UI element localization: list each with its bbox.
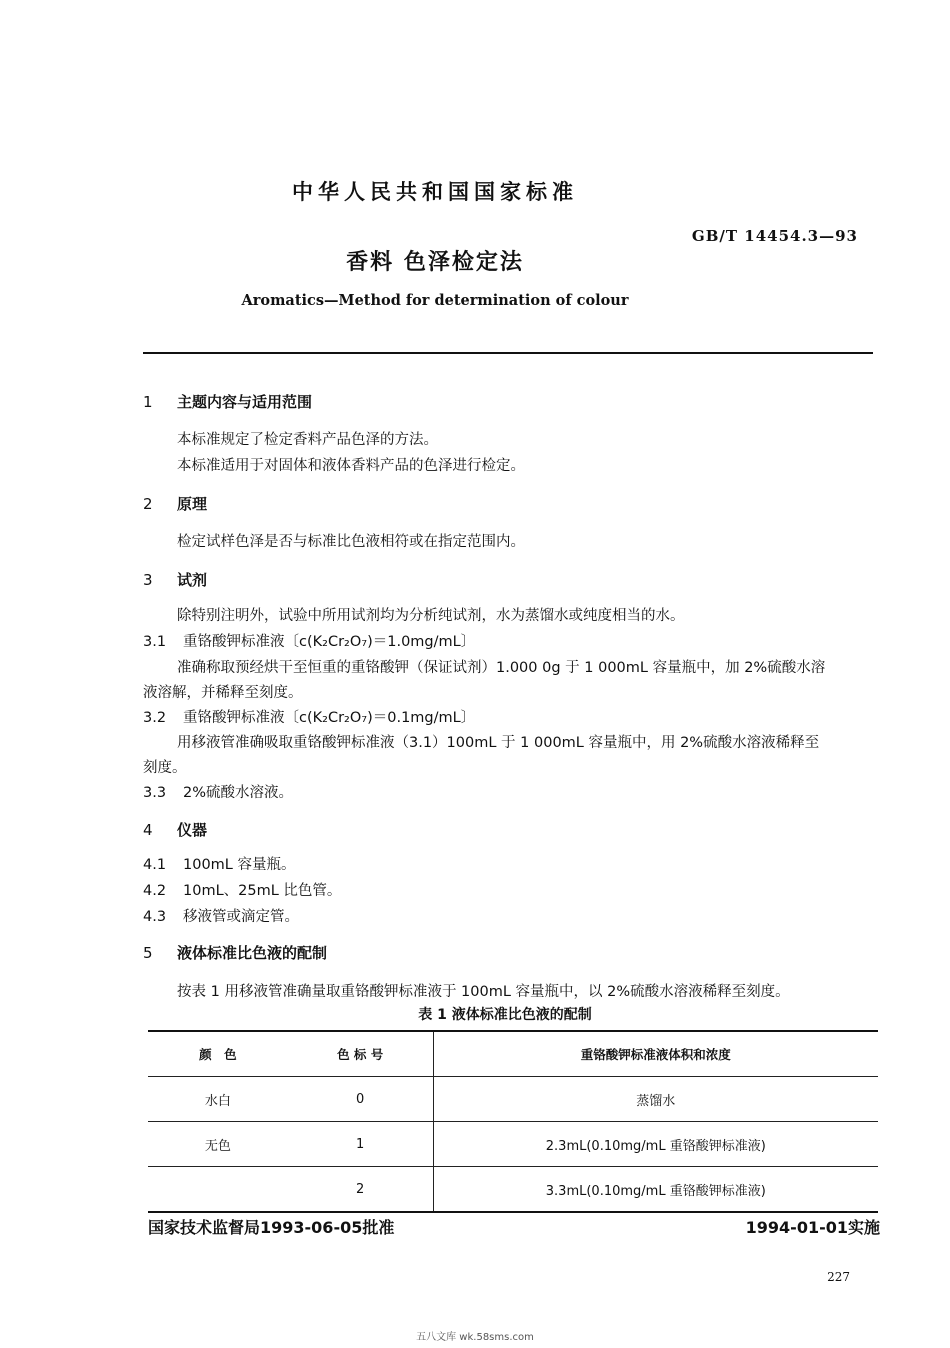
paragraph: 用移液管准确吸取重铬酸钾标准液（3.1）100mL 于 1 000mL 容量瓶中，用 2%硫酸水溶液稀释至 [177, 735, 820, 751]
table-cell: 3.3mL(0.10mg/mL 重铬酸钾标准液) [433, 1167, 878, 1213]
subsection-title: 2%硫酸水溶液。 [183, 785, 294, 801]
section-4-heading [143, 819, 207, 840]
title-divider [143, 352, 873, 354]
subsection-number: 4.2 [143, 883, 167, 899]
section-number: 5 [143, 944, 153, 962]
section-1-heading [143, 391, 312, 412]
subsection-number: 3.3 [143, 785, 167, 801]
column-header: 颜 色 [148, 1031, 288, 1077]
subsection-3-1 [143, 630, 475, 651]
table-cell: 1 [288, 1122, 433, 1167]
table-row [148, 1122, 878, 1167]
table-cell: 0 [288, 1077, 433, 1122]
page-number: 227 [827, 1270, 850, 1284]
column-header: 色 标 号 [288, 1031, 433, 1077]
subsection-number: 4.1 [143, 857, 167, 873]
paragraph: 检定试样色泽是否与标准比色液相符或在指定范围内。 [177, 534, 525, 550]
table-cell: 水白 [148, 1077, 288, 1122]
standard-number: GB/T 14454.3—93 [691, 227, 858, 245]
table-row [148, 1077, 878, 1122]
section-title: 主题内容与适用范围 [177, 393, 313, 411]
subsection-3-3 [143, 781, 293, 802]
section-title: 液体标准比色液的配制 [177, 944, 328, 962]
table-row [148, 1167, 878, 1213]
subsection-4-3 [143, 905, 299, 926]
subsection-title: 重铬酸钾标准液〔c(K₂Cr₂O₇)＝1.0mg/mL〕 [183, 634, 476, 650]
paragraph: 本标准规定了检定香料产品色泽的方法。 [177, 432, 438, 448]
table-cell [148, 1167, 288, 1213]
table-cell: 2 [288, 1167, 433, 1213]
section-title: 仪器 [177, 821, 208, 839]
english-title: Aromatics—Method for determination of colour [241, 292, 629, 309]
subsection-text: 10mL、25mL 比色管。 [183, 883, 342, 899]
subsection-title: 重铬酸钾标准液〔c(K₂Cr₂O₇)＝0.1mg/mL〕 [183, 710, 476, 726]
paragraph: 刻度。 [143, 760, 187, 776]
section-number: 1 [143, 393, 153, 411]
section-number: 2 [143, 495, 153, 513]
watermark: 五八文库 wk.58sms.com [416, 1332, 534, 1343]
table-caption: 表 1 液体标准比色液的配制 [418, 1007, 592, 1023]
subsection-text: 100mL 容量瓶。 [183, 857, 296, 873]
color-standard-table [148, 1030, 878, 1213]
paragraph: 除特别注明外，试验中所用试剂均为分析纯试剂，水为蒸馏水或纯度相当的水。 [177, 608, 685, 624]
section-title: 原理 [177, 495, 208, 513]
section-2-heading [143, 493, 207, 514]
section-3-heading [143, 569, 207, 590]
section-number: 4 [143, 821, 153, 839]
paragraph: 准确称取预经烘干至恒重的重铬酸钾（保证试剂）1.000 0g 于 1 000mL 容量瓶中，加 2%硫酸水溶 [177, 660, 826, 676]
approval-date: 国家技术监督局1993-06-05批准 [148, 1218, 395, 1237]
paragraph: 按表 1 用移液管准确量取重铬酸钾标准液于 100mL 容量瓶中，以 2%硫酸水溶液稀释至刻度。 [177, 984, 790, 1000]
subsection-3-2 [143, 706, 475, 727]
subsection-4-1 [143, 853, 296, 874]
paragraph: 本标准适用于对固体和液体香料产品的色泽进行检定。 [177, 458, 525, 474]
section-5-heading [143, 942, 327, 963]
section-number: 3 [143, 571, 153, 589]
section-title: 试剂 [177, 571, 208, 589]
subsection-number: 3.2 [143, 710, 167, 726]
table-cell: 蒸馏水 [433, 1077, 878, 1122]
column-header: 重铬酸钾标准液体积和浓度 [433, 1031, 878, 1077]
document-title: 香料 色泽检定法 [346, 250, 524, 275]
paragraph: 液溶解，并稀释至刻度。 [143, 685, 303, 701]
subsection-text: 移液管或滴定管。 [183, 909, 299, 925]
subsection-4-2 [143, 879, 341, 900]
table-cell: 无色 [148, 1122, 288, 1167]
table-header-row [148, 1031, 878, 1077]
country-standard-title: 中华人民共和国国家标准 [292, 180, 578, 204]
table-cell: 2.3mL(0.10mg/mL 重铬酸钾标准液) [433, 1122, 878, 1167]
effective-date: 1994-01-01实施 [745, 1218, 880, 1237]
subsection-number: 3.1 [143, 634, 167, 650]
subsection-number: 4.3 [143, 909, 167, 925]
